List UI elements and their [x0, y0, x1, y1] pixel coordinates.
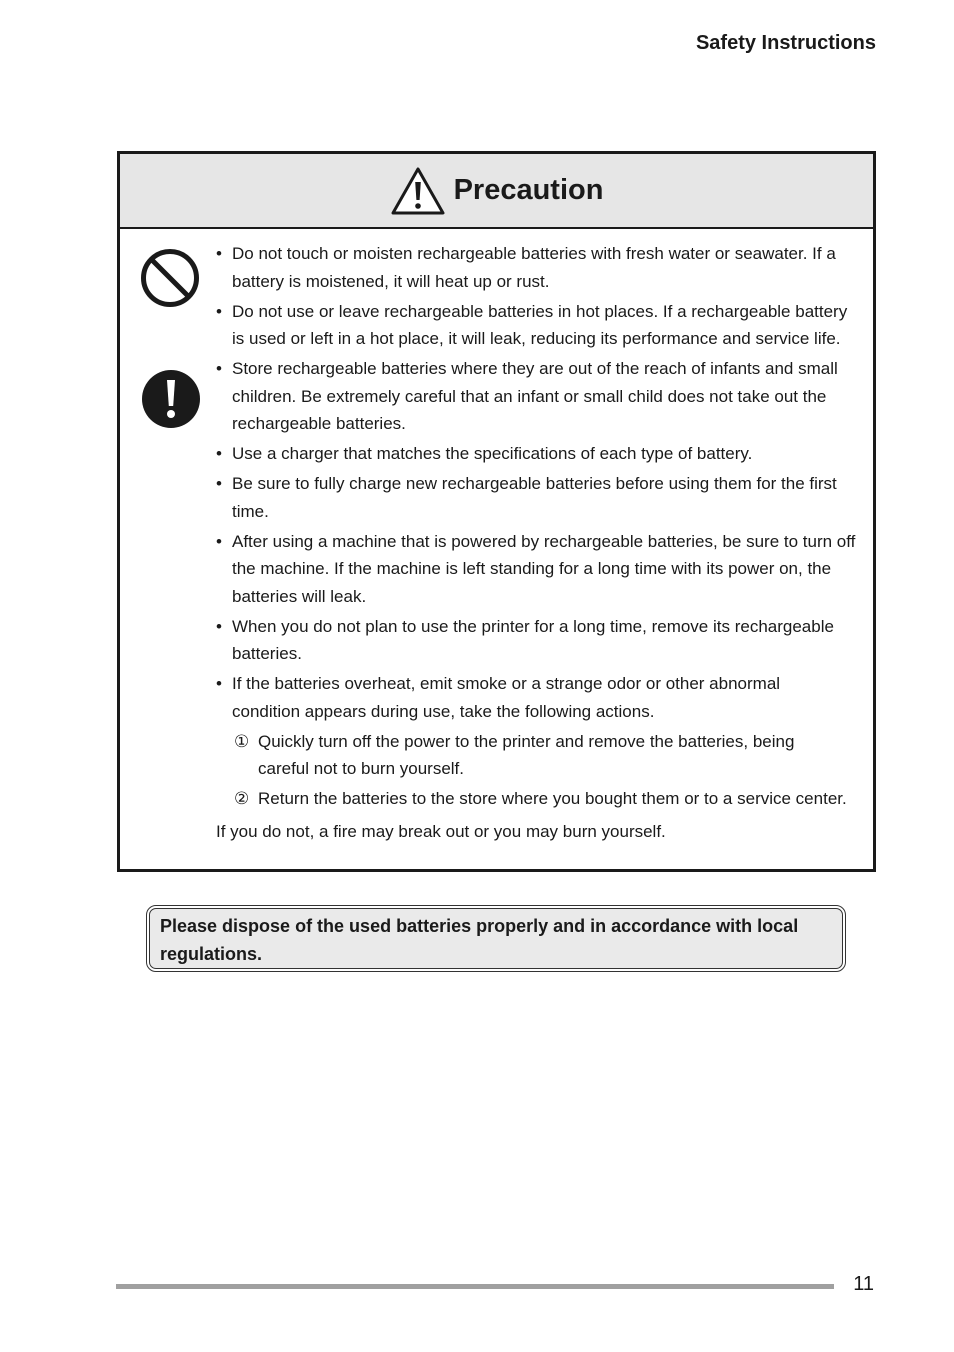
action-step — [216, 785, 864, 813]
precaution-item — [216, 355, 864, 438]
step-number: ② — [234, 789, 250, 808]
bullet-icon: • — [216, 359, 222, 378]
bullet-icon: • — [216, 616, 222, 636]
warning-triangle-icon — [390, 166, 446, 216]
precaution-heading — [120, 154, 873, 229]
action-step-text: Return the batteries to the store where you bought them or to a service center. — [258, 789, 847, 808]
precaution-item-text: Use a charger that matches the specifications of each type of battery. — [232, 444, 753, 463]
bullet-icon: • — [216, 674, 222, 693]
precaution-item-text: Do not touch or moisten rechargeable batteries with fresh water or seawater. If a battery is moistened, it will heat up or rust. — [232, 244, 836, 291]
precaution-item-text: Store rechargeable batteries where they are out of the reach of infants and small children. Be extremely careful that an infant or small child does not take out the rechargeable batteries. — [232, 359, 838, 433]
precaution-item-text: Be sure to fully charge new rechargeable batteries before using them for the first time. — [232, 474, 837, 521]
precaution-item — [216, 440, 864, 468]
footer-rule — [116, 1284, 834, 1289]
disposal-note-text: Please dispose of the used batteries properly and in accordance with local regulations. — [160, 916, 799, 964]
precaution-item — [216, 298, 864, 353]
page-number: 11 — [853, 1273, 874, 1295]
action-step-text: Quickly turn off the power to the printer and remove the batteries, being careful not to burn yourself. — [258, 731, 795, 778]
disposal-note — [149, 908, 843, 969]
bullet-icon: • — [216, 301, 222, 321]
precaution-panel — [117, 151, 876, 872]
mandatory-action-icon — [141, 369, 201, 429]
page-header-title: Safety Instructions — [695, 32, 876, 54]
bullet-icon: • — [216, 531, 222, 551]
action-step — [216, 728, 864, 783]
precaution-item — [216, 613, 864, 668]
precaution-item — [216, 470, 864, 525]
precaution-item — [216, 240, 864, 295]
precaution-item-text: If the batteries overheat, emit smoke or a strange odor or other abnormal condition appears during use, take the following actions. — [232, 674, 781, 721]
prohibition-icon — [140, 248, 200, 308]
precaution-item-text: When you do not plan to use the printer for a long time, remove its rechargeable batteries. — [232, 616, 834, 663]
precaution-item-text: After using a machine that is powered by rechargeable batteries, be sure to turn off the machine. If the machine is left standing for a long time with its power on, the batteries will leak. — [232, 531, 856, 606]
precaution-title: Precaution — [453, 174, 604, 206]
precaution-list — [216, 240, 864, 815]
precaution-item — [216, 528, 864, 611]
bullet-icon: • — [216, 474, 222, 493]
step-number: ① — [234, 731, 250, 751]
precaution-closing-text: If you do not, a fire may break out or you may burn yourself. — [216, 822, 666, 841]
bullet-icon: • — [216, 444, 222, 463]
bullet-icon: • — [216, 244, 222, 263]
precaution-item — [216, 670, 864, 725]
precaution-item-text: Do not use or leave rechargeable batteries in hot places. If a rechargeable battery is used or left in a hot place, it will leak, reducing its performance and service life. — [232, 301, 848, 348]
